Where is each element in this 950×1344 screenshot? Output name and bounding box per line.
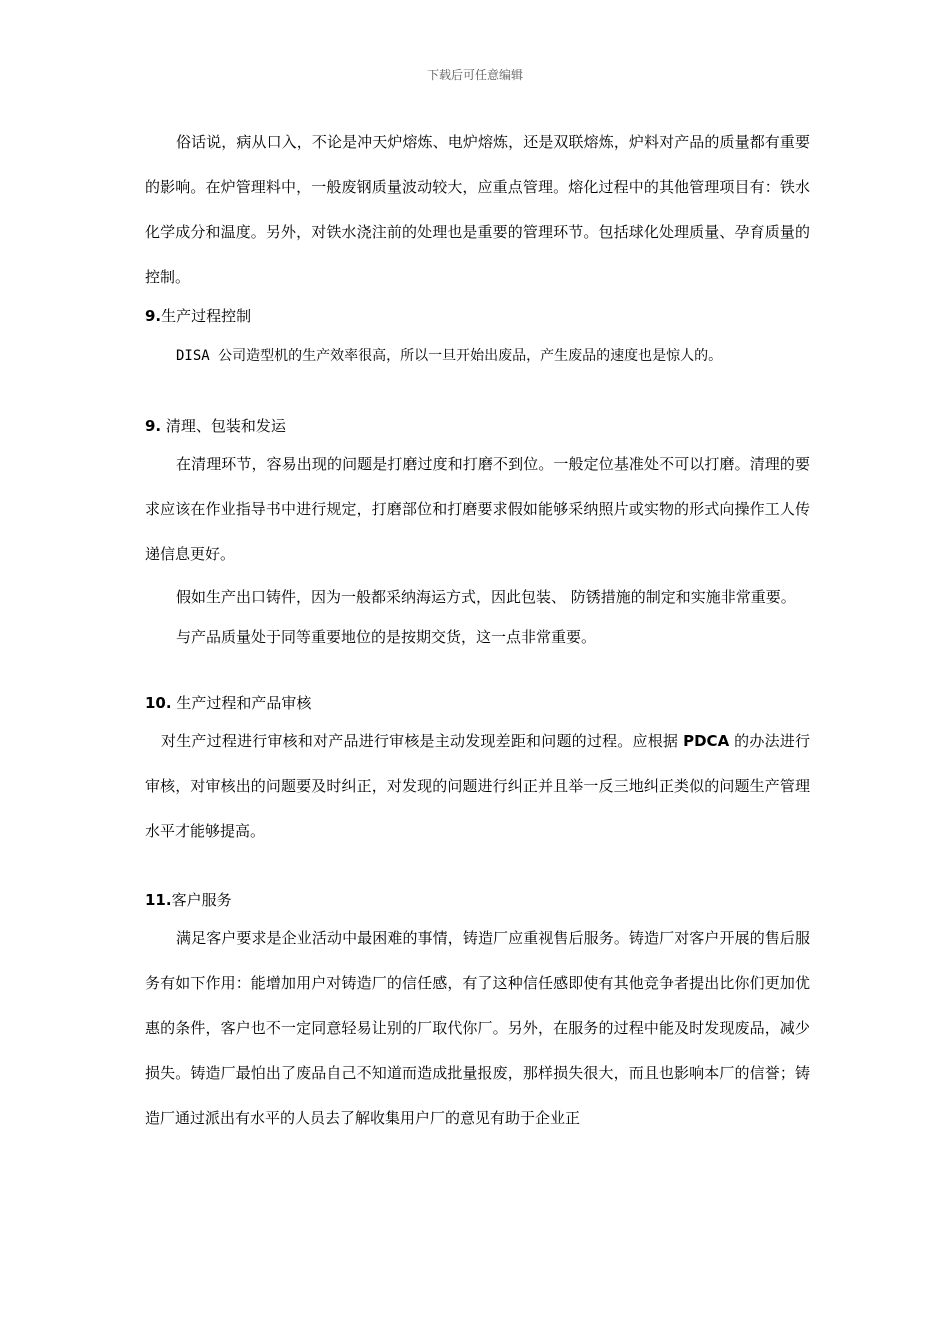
document-body (145, 120, 810, 1141)
section-title: 清理、包装和发运 (161, 417, 286, 435)
section-title: 客户服务 (171, 891, 232, 909)
section-number: 9. (145, 307, 162, 325)
cleaning-paragraph-1: 在清理环节，容易出现的问题是打磨过度和打磨不到位。一般定位基准处不可以打磨。清理的要求应该在作业指导书中进行规定，打磨部位和打磨要求假如能够采纳照片或实物的形式向操作工人传递信息更好。 (145, 455, 810, 563)
section-heading-production-control (145, 300, 810, 332)
section-heading-customer-service (145, 884, 810, 916)
audit-text-part-1: 对生产过程进行审核和对产品进行审核是主动发现差距和问题的过程。应根据 (161, 732, 684, 750)
page-header: 下载后可任意编辑 (426, 68, 523, 82)
section-number: 10. (145, 694, 172, 712)
section-heading-cleaning (145, 410, 810, 442)
intro-paragraph: 俗话说，病从口入，不论是冲天炉熔炼、电炉熔炼，还是双联熔炼，炉料对产品的质量都有重要的影响。在炉管理料中，一般废钢质量波动较大，应重点管理。熔化过程中的其他管理项目有：铁水化学成分和温度。另外，对铁水浇注前的处理也是重要的管理环节。包括球化处理质量、孕育质量的控制。 (145, 133, 810, 286)
cleaning-paragraph-3: 与产品质量处于同等重要地位的是按期交货，这一点非常重要。 (176, 628, 597, 646)
section-number: 9. (145, 417, 162, 435)
audit-paragraph (145, 719, 810, 854)
section-title: 生产过程和产品审核 (171, 694, 312, 712)
audit-text-part-2: 的办法进行审核，对审核出的问题要及时纠正，对发现的问题进行纠正并且举一反三地纠正类似的问题生产管理水平才能够提高。 (145, 732, 810, 840)
customer-service-paragraph: 满足客户要求是企业活动中最困难的事情，铸造厂应重视售后服务。铸造厂对客户开展的售后服务有如下作用：能增加用户对铸造厂的信任感，有了这种信任感即使有其他竞争者提出比你们更加优惠的条件，客户也不一定同意轻易让别的厂取代你厂。另外，在服务的过程中能及时发现废品，减少损失。铸造厂最怕出了废品自己不知道而造成批量报废，那样损失很大，而且也影响本厂的信誉；铸造厂通过派出有水平的人员去了解收集用户厂的意见有助于企业正 (145, 929, 810, 1127)
cleaning-paragraph-2: 假如生产出口铸件，因为一般都采纳海运方式，因此包装、 防锈措施的制定和实施非常重要。 (176, 588, 796, 606)
pdca-term: PDCA (683, 732, 730, 750)
section-heading-audit (145, 687, 810, 719)
section-number: 11. (145, 891, 172, 909)
section-title: 生产过程控制 (161, 307, 252, 325)
production-control-paragraph: DISA 公司造型机的生产效率很高，所以一旦开始出废品，产生废品的速度也是惊人的。 (176, 348, 723, 364)
